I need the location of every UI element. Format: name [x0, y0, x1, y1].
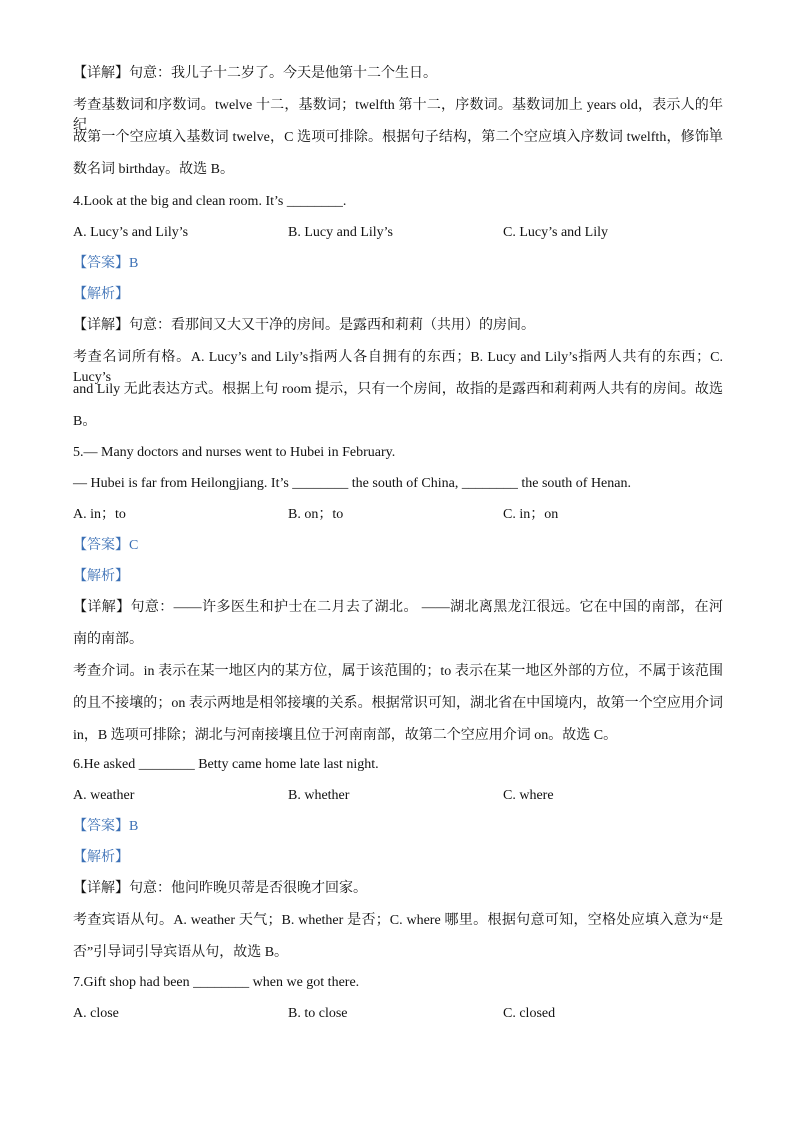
- q6-detail: 【详解】句意：他问昨晚贝蒂是否很晚才回家。: [73, 881, 367, 896]
- q5-detail-line-2: 南的南部。: [73, 632, 143, 647]
- q3-explanation-line-3: 数名词 birthday。故选 B。: [73, 162, 234, 177]
- q3-explanation-line-2: 故第一个空应填入基数词 twelve，C 选项可排除。根据句子结构，第二个空应填入序数词 twelfth，修饰单: [73, 130, 723, 145]
- q5-detail-line-1: 【详解】句意：——许多医生和护士在二月去了湖北。 ——湖北离黑龙江很远。它在中国的南部，在河: [73, 600, 723, 615]
- q7-option-a: A. close: [73, 1006, 119, 1021]
- q4-answer: 【答案】B: [73, 256, 139, 271]
- q7-stem: 7.Gift shop had been ________ when we got there.: [73, 975, 360, 990]
- q4-detail: 【详解】句意：看那间又大又干净的房间。是露西和莉莉（共用）的房间。: [73, 318, 535, 333]
- q4-stem: 4.Look at the big and clean room. It’s ________.: [73, 194, 347, 209]
- q5-option-b: B. on；to: [288, 507, 344, 522]
- q6-option-a: A. weather: [73, 788, 135, 803]
- q5-option-c: C. in；on: [503, 507, 559, 522]
- q5-stem-line-2: — Hubei is far from Heilongjiang. It’s ________ the south of China, ________ the south of Henan.: [73, 476, 631, 491]
- q5-explanation-line-1: 考查介词。in 表示在某一地区内的某方位，属于该范围的；to 表示在某一地区外部的方位，不属于该范围: [73, 664, 723, 679]
- q3-explanation-line-1: 考查基数词和序数词。twelve 十二，基数词；twelfth 第十二，序数词。基数词加上 years old，表示人的年纪，: [73, 98, 723, 133]
- q6-analysis-label: 【解析】: [73, 850, 129, 865]
- q6-stem: 6.He asked ________ Betty came home late last night.: [73, 757, 379, 772]
- q7-option-b: B. to close: [288, 1006, 348, 1021]
- q6-explanation-line-1: 考查宾语从句。A. weather 天气；B. whether 是否；C. where 哪里。根据句意可知，空格处应填入意为“是: [73, 913, 723, 928]
- q5-analysis-label: 【解析】: [73, 569, 129, 584]
- q6-explanation-line-2: 否”引导词引导宾语从句，故选 B。: [73, 945, 289, 960]
- q4-explanation-line-2: and Lily 无此表达方式。根据上句 room 提示，只有一个房间，故指的是露西和莉莉两人共有的房间。故选: [73, 382, 723, 397]
- q6-option-c: C. where: [503, 788, 554, 803]
- q4-explanation-line-1: 考查名词所有格。A. Lucy’s and Lily’s指两人各自拥有的东西；B. Lucy and Lily’s指两人共有的东西；C. Lucy’s: [73, 350, 723, 385]
- q5-option-a: A. in；to: [73, 507, 126, 522]
- q4-option-a: A. Lucy’s and Lily’s: [73, 225, 189, 240]
- q5-explanation-line-3: in，B 选项可排除；湖北与河南接壤且位于河南南部，故第二个空应用介词 on。故选 C。: [73, 728, 618, 743]
- q5-answer: 【答案】C: [73, 538, 139, 553]
- q6-answer: 【答案】B: [73, 819, 139, 834]
- q6-option-b: B. whether: [288, 788, 350, 803]
- q7-option-c: C. closed: [503, 1006, 556, 1021]
- q4-explanation-line-3: B。: [73, 414, 97, 429]
- q4-option-c: C. Lucy’s and Lily: [503, 225, 608, 240]
- q4-option-b: B. Lucy and Lily’s: [288, 225, 393, 240]
- q3-detail: 【详解】句意：我儿子十二岁了。今天是他第十二个生日。: [73, 66, 437, 81]
- q4-analysis-label: 【解析】: [73, 287, 129, 302]
- q5-explanation-line-2: 的且不接壤的；on 表示两地是相邻接壤的关系。根据常识可知，湖北省在中国境内，故第一个空应用介词: [73, 696, 723, 711]
- q5-stem-line-1: 5.— Many doctors and nurses went to Hubei in February.: [73, 445, 396, 460]
